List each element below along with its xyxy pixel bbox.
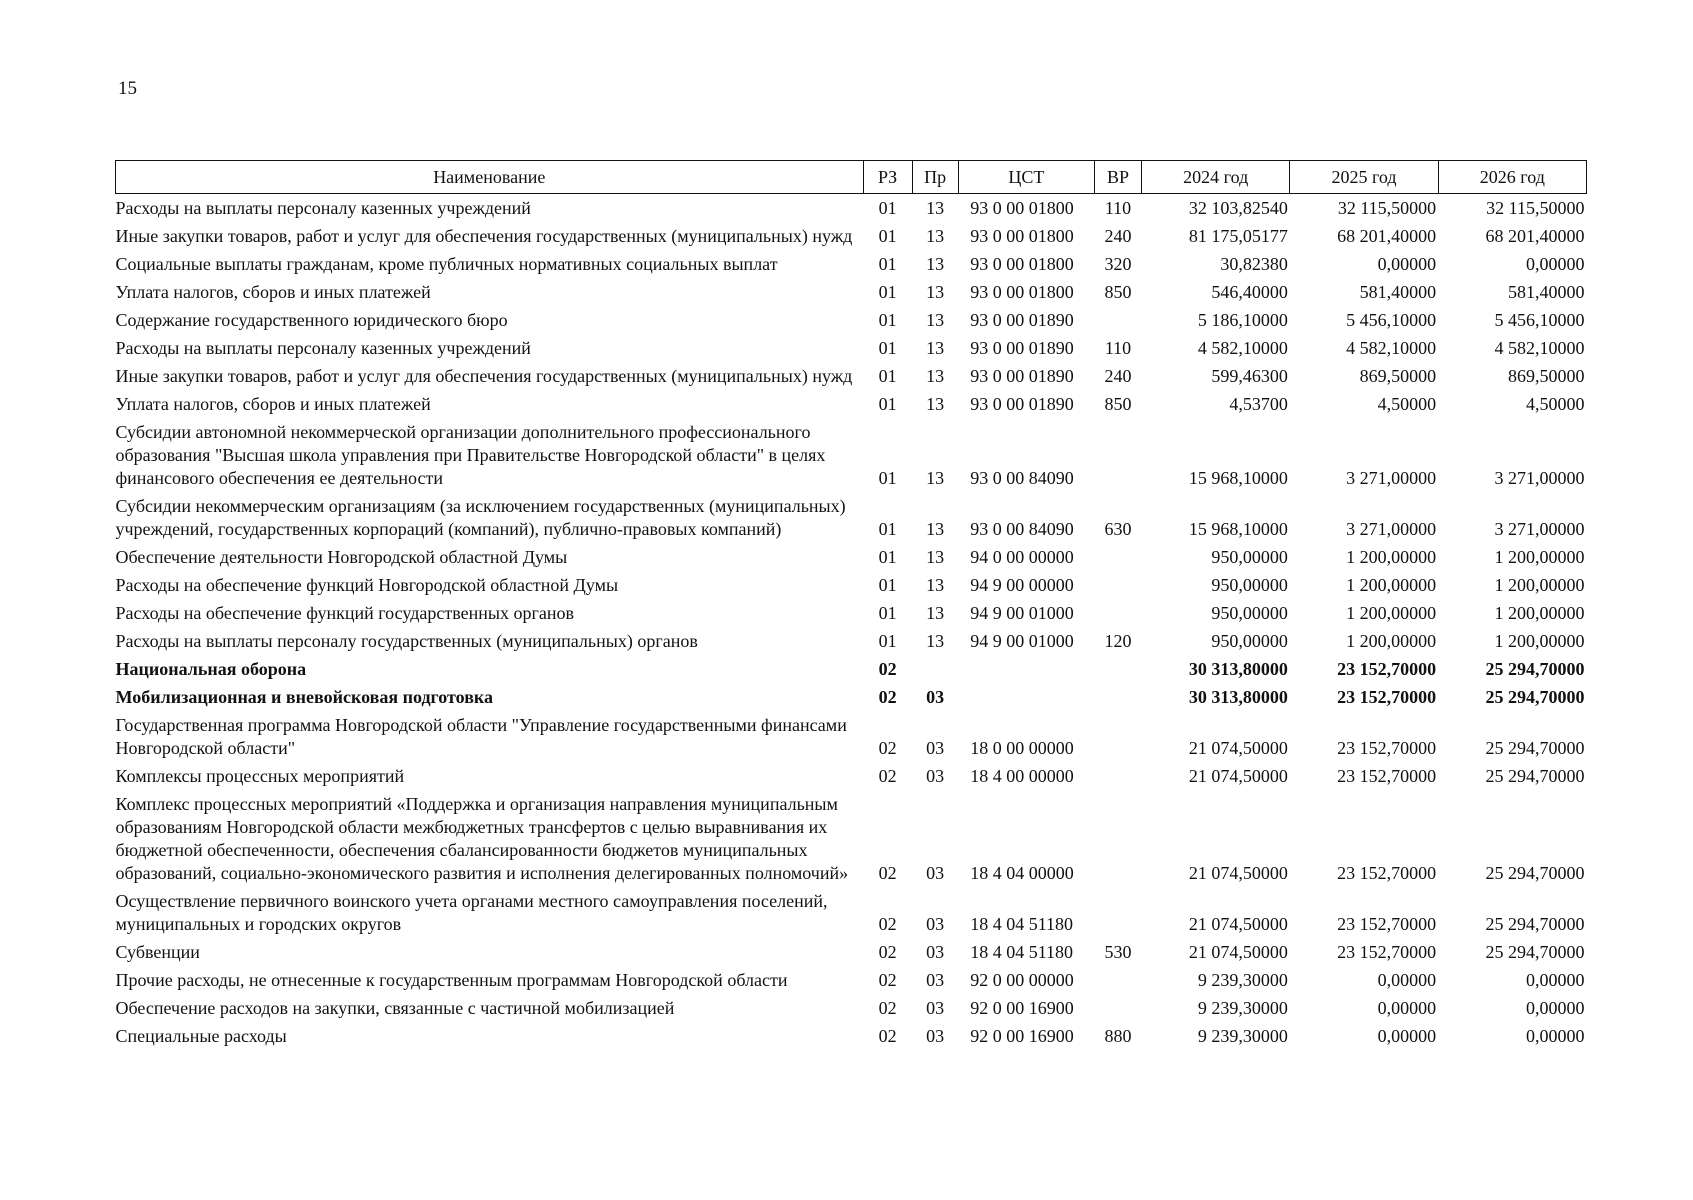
row-2025: 0,00000 — [1377, 1026, 1437, 1046]
table-row — [116, 334, 1587, 362]
row-2026: 25 294,70000 — [1485, 863, 1585, 883]
row-rz: 02 — [878, 766, 897, 786]
row-vr: 880 — [1104, 1026, 1132, 1046]
row-rz: 01 — [878, 547, 897, 567]
row-pr: 13 — [926, 226, 945, 246]
row-name: Субсидии автономной некоммерческой организации дополнительного профессионального образования "Высшая школа управления при Правительстве Новгородской области" в целях финансового обеспечения ее деятельности — [115, 422, 826, 488]
row-rz: 01 — [878, 198, 897, 218]
row-2026: 68 201,40000 — [1485, 226, 1585, 246]
row-2026: 3 271,00000 — [1494, 519, 1585, 539]
row-2025: 869,50000 — [1359, 366, 1437, 386]
row-rz: 01 — [878, 468, 897, 488]
row-cst: 93 0 00 84090 — [970, 468, 1074, 488]
table-row — [116, 222, 1587, 250]
row-2026: 581,40000 — [1508, 282, 1585, 302]
row-cst: 93 0 00 01890 — [970, 394, 1074, 414]
row-vr — [1094, 790, 1141, 887]
table-row — [116, 306, 1587, 334]
row-pr: 13 — [926, 519, 945, 539]
row-2024: 81 175,05177 — [1188, 226, 1288, 246]
row-2026: 25 294,70000 — [1485, 687, 1585, 707]
table-row — [116, 250, 1587, 278]
row-2024: 32 103,82540 — [1188, 198, 1288, 218]
row-2025: 23 152,70000 — [1337, 738, 1437, 758]
row-cst: 18 4 04 51180 — [970, 914, 1074, 934]
row-pr: 13 — [926, 603, 945, 623]
row-2026: 5 456,10000 — [1494, 310, 1585, 330]
row-vr — [1094, 543, 1141, 571]
row-2024: 15 968,10000 — [1188, 468, 1288, 488]
row-vr — [1094, 599, 1141, 627]
row-2025: 4 582,10000 — [1346, 338, 1437, 358]
row-2025: 1 200,00000 — [1346, 603, 1437, 623]
row-2026: 0,00000 — [1526, 998, 1585, 1018]
header-pr: Пр — [912, 161, 958, 194]
row-name: Комплексы процессных мероприятий — [115, 766, 405, 786]
row-cst: 94 0 00 00000 — [970, 547, 1074, 567]
row-2025: 0,00000 — [1377, 998, 1437, 1018]
row-vr — [1094, 306, 1141, 334]
row-cst: 93 0 00 84090 — [970, 519, 1074, 539]
row-2026: 25 294,70000 — [1485, 738, 1585, 758]
row-name: Субвенции — [115, 942, 200, 962]
table-row — [116, 194, 1587, 223]
row-2025: 1 200,00000 — [1346, 547, 1437, 567]
row-cst: 18 4 04 51180 — [970, 942, 1074, 962]
row-rz: 02 — [878, 1026, 897, 1046]
row-name: Национальная оборона — [115, 659, 307, 679]
row-2024: 9 239,30000 — [1197, 998, 1288, 1018]
row-vr: 320 — [1104, 254, 1132, 274]
row-2024: 546,40000 — [1211, 282, 1288, 302]
table-header — [116, 161, 1587, 194]
row-2024: 21 074,50000 — [1188, 863, 1288, 883]
row-2024: 21 074,50000 — [1188, 914, 1288, 934]
table-row — [116, 418, 1587, 492]
row-cst — [958, 655, 1094, 683]
row-vr — [1094, 418, 1141, 492]
header-2025: 2025 год — [1290, 161, 1438, 194]
table-row — [116, 711, 1587, 762]
row-name: Иные закупки товаров, работ и услуг для обеспечения государственных (муниципальных) нужд — [115, 366, 853, 386]
row-rz: 02 — [878, 738, 897, 758]
row-cst: 18 0 00 00000 — [970, 738, 1074, 758]
row-rz: 02 — [878, 687, 897, 707]
table-row — [116, 571, 1587, 599]
row-name: Комплекс процессных мероприятий «Поддержка и организация направления муниципальным образованиям Новгородской области межбюджетных трансфертов с целью выравнивания их бюджетной обеспеченности, обеспечения сбалансированности бюджетов муниципальных образований, социально-экономического развития и исполнения делегированных полномочий» — [115, 794, 849, 883]
row-2026: 25 294,70000 — [1485, 766, 1585, 786]
table-row — [116, 790, 1587, 887]
row-rz: 01 — [878, 575, 897, 595]
row-2025: 1 200,00000 — [1346, 575, 1437, 595]
row-2025: 32 115,50000 — [1337, 198, 1437, 218]
row-pr: 03 — [926, 914, 945, 934]
row-name: Социальные выплаты гражданам, кроме публичных нормативных социальных выплат — [115, 254, 778, 274]
row-name: Осуществление первичного воинского учета органами местного самоуправления поселений, муниципальных и городских округов — [115, 891, 828, 934]
row-2025: 23 152,70000 — [1337, 766, 1437, 786]
row-2026: 4 582,10000 — [1494, 338, 1585, 358]
row-rz: 01 — [878, 394, 897, 414]
row-2025: 1 200,00000 — [1346, 631, 1437, 651]
row-cst: 93 0 00 01890 — [970, 338, 1074, 358]
row-name: Содержание государственного юридического бюро — [115, 310, 508, 330]
row-vr: 110 — [1104, 198, 1132, 218]
row-2024: 950,00000 — [1211, 631, 1288, 651]
row-cst: 93 0 00 01890 — [970, 366, 1074, 386]
row-vr: 630 — [1104, 519, 1132, 539]
row-rz: 02 — [878, 998, 897, 1018]
row-cst: 92 0 00 16900 — [970, 998, 1074, 1018]
table-row — [116, 627, 1587, 655]
row-2026: 0,00000 — [1526, 1026, 1585, 1046]
row-cst: 93 0 00 01800 — [970, 226, 1074, 246]
budget-table — [115, 160, 1587, 1050]
row-pr — [912, 655, 958, 683]
row-name: Субсидии некоммерческим организациям (за исключением государственных (муниципальных) учреждений, государственных корпораций (компаний), публично-правовых компаний) — [115, 496, 846, 539]
row-name: Обеспечение расходов на закупки, связанные с частичной мобилизацией — [115, 998, 675, 1018]
table-row — [116, 362, 1587, 390]
table-row — [116, 1022, 1587, 1050]
row-vr: 110 — [1104, 338, 1132, 358]
row-2025: 3 271,00000 — [1346, 519, 1437, 539]
row-pr: 13 — [926, 282, 945, 302]
row-pr: 03 — [926, 766, 945, 786]
row-2024: 21 074,50000 — [1188, 942, 1288, 962]
row-rz: 01 — [878, 519, 897, 539]
row-2024: 30,82380 — [1220, 254, 1288, 274]
row-name: Уплата налогов, сборов и иных платежей — [115, 394, 431, 414]
row-pr: 13 — [926, 254, 945, 274]
row-pr: 03 — [926, 942, 945, 962]
row-2026: 4,50000 — [1526, 394, 1585, 414]
row-2024: 950,00000 — [1211, 603, 1288, 623]
row-cst: 18 4 00 00000 — [970, 766, 1074, 786]
row-2025: 23 152,70000 — [1337, 687, 1437, 707]
row-2025: 23 152,70000 — [1337, 659, 1437, 679]
row-name: Иные закупки товаров, работ и услуг для обеспечения государственных (муниципальных) нужд — [115, 226, 853, 246]
row-cst — [958, 683, 1094, 711]
row-2025: 3 271,00000 — [1346, 468, 1437, 488]
row-vr: 240 — [1104, 366, 1132, 386]
table-body — [116, 194, 1587, 1051]
row-vr: 850 — [1104, 394, 1132, 414]
row-2024: 21 074,50000 — [1188, 738, 1288, 758]
row-rz: 02 — [878, 942, 897, 962]
page-number: 15 — [118, 78, 137, 99]
table-row — [116, 938, 1587, 966]
row-pr: 03 — [926, 1026, 945, 1046]
row-name: Государственная программа Новгородской области "Управление государственными финансами Новгородской области" — [115, 715, 847, 758]
row-2024: 599,46300 — [1211, 366, 1288, 386]
header-2026: 2026 год — [1438, 161, 1586, 194]
row-2025: 23 152,70000 — [1337, 863, 1437, 883]
row-pr: 13 — [926, 575, 945, 595]
row-2026: 3 271,00000 — [1494, 468, 1585, 488]
row-2026: 32 115,50000 — [1486, 198, 1585, 218]
table-row — [116, 492, 1587, 543]
row-name: Расходы на выплаты персоналу казенных учреждений — [115, 338, 531, 358]
row-2024: 15 968,10000 — [1188, 519, 1288, 539]
row-pr: 13 — [926, 198, 945, 218]
row-name: Обеспечение деятельности Новгородской областной Думы — [115, 547, 568, 567]
row-pr: 03 — [926, 998, 945, 1018]
row-name: Уплата налогов, сборов и иных платежей — [115, 282, 431, 302]
header-name: Наименование — [116, 161, 864, 194]
row-cst: 93 0 00 01890 — [970, 310, 1074, 330]
row-rz: 02 — [878, 970, 897, 990]
row-name: Расходы на выплаты персоналу казенных учреждений — [115, 198, 531, 218]
row-name: Прочие расходы, не отнесенные к государственным программам Новгородской области — [115, 970, 788, 990]
header-2024: 2024 год — [1142, 161, 1290, 194]
row-name: Специальные расходы — [115, 1026, 287, 1046]
row-2025: 5 456,10000 — [1346, 310, 1437, 330]
row-rz: 01 — [878, 338, 897, 358]
row-pr: 13 — [926, 547, 945, 567]
row-2026: 1 200,00000 — [1494, 547, 1585, 567]
row-vr — [1094, 571, 1141, 599]
table-row — [116, 887, 1587, 938]
row-pr: 13 — [926, 310, 945, 330]
header-rz: РЗ — [863, 161, 912, 194]
row-2024: 30 313,80000 — [1188, 687, 1288, 707]
row-2025: 0,00000 — [1377, 970, 1437, 990]
row-2025: 23 152,70000 — [1337, 942, 1437, 962]
table-row — [116, 994, 1587, 1022]
row-2026: 869,50000 — [1508, 366, 1585, 386]
row-2024: 4 582,10000 — [1197, 338, 1288, 358]
table-row — [116, 543, 1587, 571]
row-name: Расходы на выплаты персоналу государственных (муниципальных) органов — [115, 631, 698, 651]
row-pr: 13 — [926, 631, 945, 651]
row-cst: 94 9 00 01000 — [970, 631, 1074, 651]
row-name: Расходы на обеспечение функций государственных органов — [115, 603, 574, 623]
row-pr: 13 — [926, 468, 945, 488]
row-name: Расходы на обеспечение функций Новгородской областной Думы — [115, 575, 619, 595]
row-2026: 1 200,00000 — [1494, 575, 1585, 595]
row-rz: 01 — [878, 631, 897, 651]
row-cst: 93 0 00 01800 — [970, 282, 1074, 302]
row-2024: 4,53700 — [1229, 394, 1288, 414]
row-vr — [1094, 762, 1141, 790]
row-rz: 02 — [878, 659, 897, 679]
row-pr: 03 — [926, 970, 945, 990]
row-rz: 01 — [878, 366, 897, 386]
row-pr: 03 — [926, 738, 945, 758]
row-rz: 02 — [878, 914, 897, 934]
row-2025: 23 152,70000 — [1337, 914, 1437, 934]
row-pr: 03 — [926, 687, 945, 707]
table-row — [116, 278, 1587, 306]
row-cst: 93 0 00 01800 — [970, 254, 1074, 274]
row-rz: 01 — [878, 310, 897, 330]
row-vr: 240 — [1104, 226, 1132, 246]
row-2026: 25 294,70000 — [1485, 659, 1585, 679]
row-pr: 13 — [926, 366, 945, 386]
table-row — [116, 655, 1587, 683]
row-vr — [1094, 683, 1141, 711]
row-2024: 9 239,30000 — [1197, 970, 1288, 990]
row-2026: 0,00000 — [1526, 970, 1585, 990]
row-rz: 01 — [878, 254, 897, 274]
row-cst: 18 4 04 00000 — [970, 863, 1074, 883]
table-row — [116, 683, 1587, 711]
row-2025: 0,00000 — [1377, 254, 1437, 274]
row-vr: 530 — [1104, 942, 1132, 962]
row-2025: 68 201,40000 — [1337, 226, 1437, 246]
row-cst: 93 0 00 01800 — [970, 198, 1074, 218]
table-row — [116, 762, 1587, 790]
header-cst: ЦСТ — [958, 161, 1094, 194]
row-2024: 30 313,80000 — [1188, 659, 1288, 679]
row-pr: 03 — [926, 863, 945, 883]
row-rz: 01 — [878, 603, 897, 623]
row-name: Мобилизационная и вневойсковая подготовка — [115, 687, 494, 707]
row-rz: 02 — [878, 863, 897, 883]
row-2024: 5 186,10000 — [1197, 310, 1288, 330]
row-vr — [1094, 711, 1141, 762]
row-rz: 01 — [878, 282, 897, 302]
row-2026: 25 294,70000 — [1485, 942, 1585, 962]
row-2024: 950,00000 — [1211, 575, 1288, 595]
table-row — [116, 390, 1587, 418]
row-2025: 4,50000 — [1377, 394, 1437, 414]
row-2026: 1 200,00000 — [1494, 631, 1585, 651]
row-cst: 92 0 00 00000 — [970, 970, 1074, 990]
row-vr — [1094, 994, 1141, 1022]
row-rz: 01 — [878, 226, 897, 246]
row-2026: 0,00000 — [1526, 254, 1585, 274]
row-vr: 120 — [1104, 631, 1132, 651]
row-2024: 950,00000 — [1211, 547, 1288, 567]
row-pr: 13 — [926, 394, 945, 414]
row-vr — [1094, 966, 1141, 994]
row-vr — [1094, 887, 1141, 938]
row-2024: 21 074,50000 — [1188, 766, 1288, 786]
row-2026: 25 294,70000 — [1485, 914, 1585, 934]
row-vr: 850 — [1104, 282, 1132, 302]
row-2026: 1 200,00000 — [1494, 603, 1585, 623]
row-pr: 13 — [926, 338, 945, 358]
row-2024: 9 239,30000 — [1197, 1026, 1288, 1046]
header-vr: ВР — [1094, 161, 1141, 194]
table-row — [116, 599, 1587, 627]
row-2025: 581,40000 — [1359, 282, 1437, 302]
table-row — [116, 966, 1587, 994]
row-cst: 94 9 00 00000 — [970, 575, 1074, 595]
row-cst: 92 0 00 16900 — [970, 1026, 1074, 1046]
row-vr — [1094, 655, 1141, 683]
row-cst: 94 9 00 01000 — [970, 603, 1074, 623]
